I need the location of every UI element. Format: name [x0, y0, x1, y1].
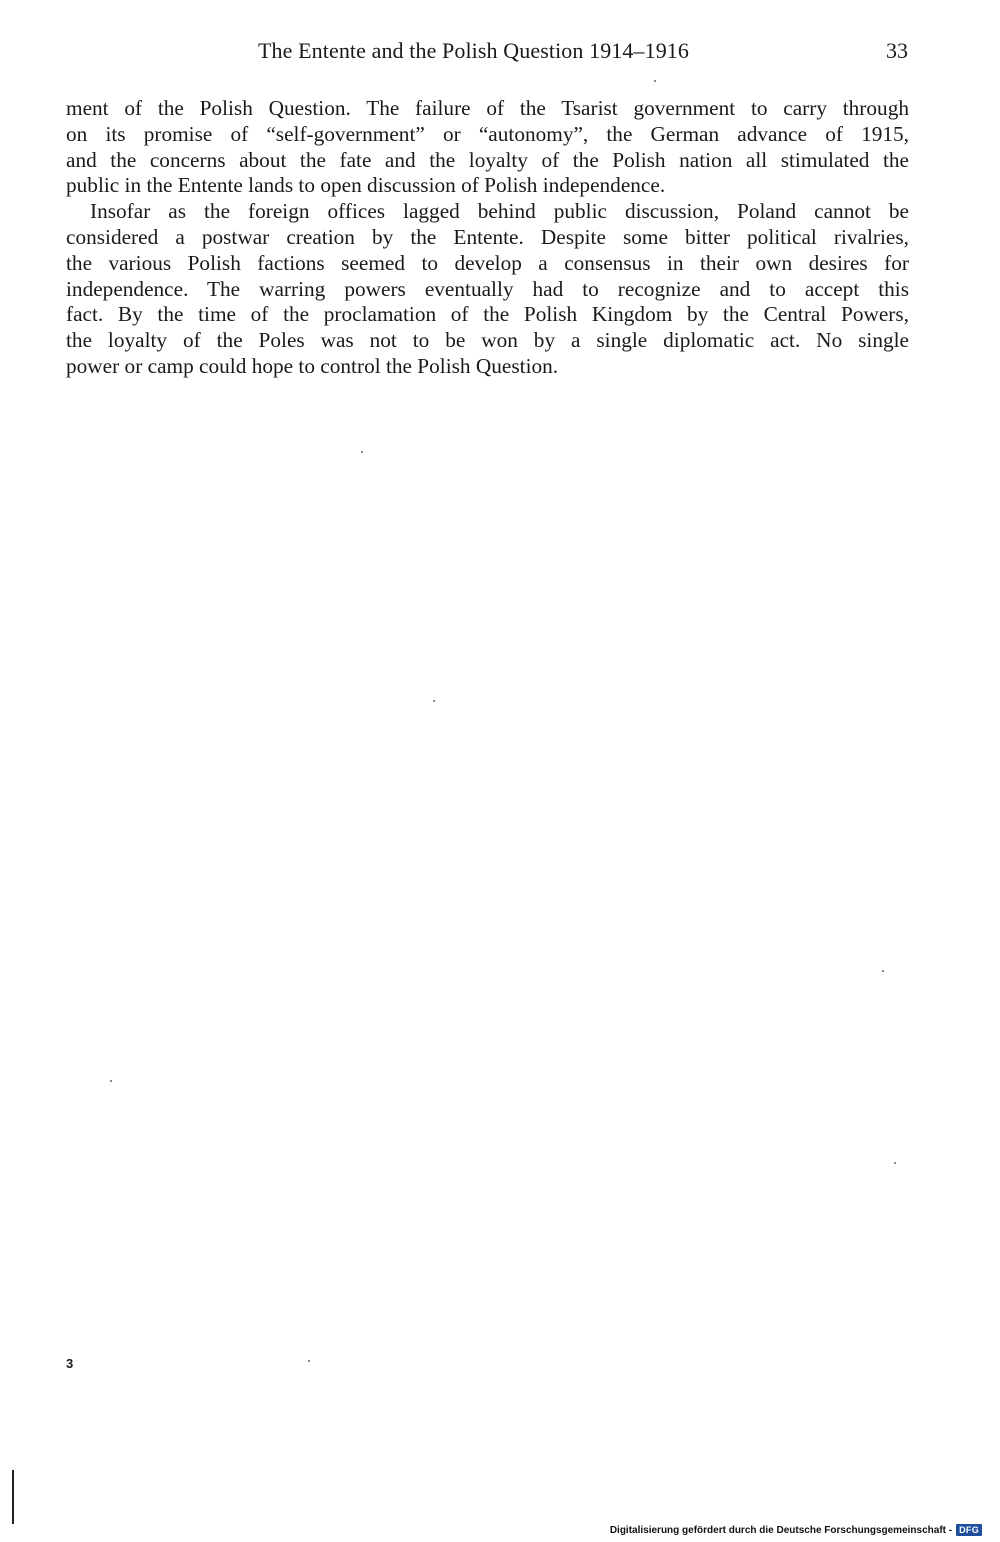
text-line: on its promise of “self-government” or “autonomy”, the German advance of 1915,: [66, 121, 909, 146]
paragraph-2: [66, 199, 909, 380]
text-line: the various Polish factions seemed to develop a consensus in their own desires for: [66, 250, 909, 275]
dfg-logo: DFG: [956, 1524, 982, 1536]
scan-speck: [882, 970, 884, 972]
text-line: considered a postwar creation by the Entente. Despite some bitter political rivalries,: [66, 224, 909, 249]
text-line: the loyalty of the Poles was not to be won by a single diplomatic act. No single: [66, 328, 909, 353]
scan-speck: [308, 1360, 310, 1362]
text-line: fact. By the time of the proclamation of the Polish Kingdom by the Central Powers,: [66, 302, 909, 327]
text-line: ment of the Polish Question. The failure of the Tsarist government to carry through: [66, 96, 909, 120]
body-text: [66, 96, 909, 380]
text-line: power or camp could hope to control the Polish Question.: [66, 353, 559, 378]
scan-speck: [361, 451, 363, 453]
scan-speck: [433, 700, 435, 702]
scan-speck: [654, 80, 656, 82]
text-line: Insofar as the foreign offices lagged behind public discussion, Poland cannot be: [90, 199, 909, 224]
scan-speck: [894, 1162, 896, 1164]
scan-speck: [110, 1080, 112, 1082]
text-line: public in the Entente lands to open discussion of Polish independence.: [66, 173, 666, 198]
digitization-footer: [610, 1524, 982, 1536]
page-number: 33: [886, 38, 908, 63]
funding-note: Digitalisierung gefördert durch die Deutsche Forschungsgemeinschaft -: [609, 1524, 953, 1536]
margin-mark: 3: [66, 1356, 74, 1371]
paragraph-1: [66, 96, 909, 199]
text-line: independence. The warring powers eventually had to recognize and to accept this: [66, 276, 909, 301]
running-title: The Entente and the Polish Question 1914–1916: [258, 38, 689, 63]
scan-edge-line: [12, 1470, 14, 1524]
text-line: and the concerns about the fate and the loyalty of the Polish nation all stimulated the: [66, 147, 909, 172]
running-head: [0, 38, 1000, 70]
